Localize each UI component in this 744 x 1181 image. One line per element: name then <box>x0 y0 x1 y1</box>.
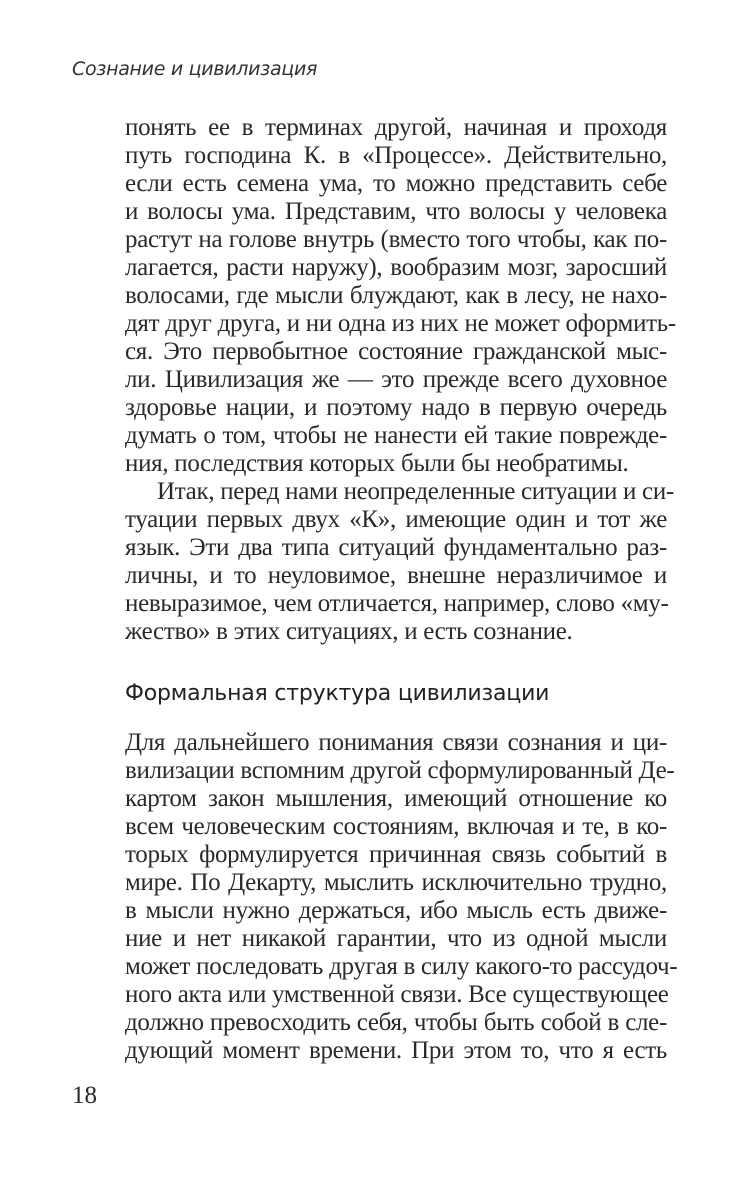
text-line: дующий момент времени. При этом то, что я есть <box>125 1037 667 1064</box>
text-line: торых формулируется причинная связь событий в <box>125 841 667 868</box>
text-line: думать о том, чтобы не нанести ей такие поврежде- <box>125 422 667 449</box>
text-line: волосами, где мысли блуждают, как в лесу, не нахо- <box>125 282 667 309</box>
text-line: понять ее в терминах другой, начиная и проходя <box>125 114 667 141</box>
text-line: ного акта или умственной связи. Все существующее <box>125 981 669 1008</box>
section-heading: Формальная структура цивилизации <box>125 681 550 706</box>
text-line: в мысли нужно держаться, ибо мысль есть движе- <box>125 897 667 924</box>
paragraph-1 <box>125 114 676 478</box>
running-head: Сознание и цивилизация <box>72 58 318 80</box>
text-line: и волосы ума. Представим, что волосы у человека <box>125 198 667 225</box>
text-line: дят друг друга, и ни одна из них не может оформить- <box>125 310 676 337</box>
text-line: Для дальнейшего понимания связи сознания и ци- <box>125 729 667 756</box>
text-line: путь господина К. в «Процессе». Действительно, <box>125 142 667 169</box>
text-line: мире. По Декарту, мыслить исключительно трудно, <box>125 869 667 896</box>
text-line: ли. Цивилизация же — это прежде всего духовное <box>125 366 667 393</box>
page-number: 18 <box>72 1082 97 1109</box>
text-line: если есть семена ума, то можно представить себе <box>125 170 667 197</box>
text-line: невыразимое, чем отличается, например, слово «му- <box>125 590 669 617</box>
text-line: ния, последствия которых были бы необратимы. <box>125 450 629 477</box>
paragraph-2 <box>125 478 674 646</box>
text-line: личны, и то неуловимое, внешне неразличимое и <box>125 562 667 589</box>
text-line: всем человеческим состояниям, включая и те, в ко- <box>125 813 667 840</box>
paragraph-3 <box>125 729 678 1065</box>
text-line: должно превосходить себя, чтобы быть собой в сле- <box>125 1009 667 1036</box>
text-line: Итак, перед нами неопределенные ситуации и си- <box>157 478 674 505</box>
text-line: вилизации вспомним другой сформулированный Де- <box>125 757 675 784</box>
text-line: растут на голове внутрь (вместо того чтобы, как по- <box>125 226 667 253</box>
text-line: ся. Это первобытное состояние гражданской мыс- <box>125 338 667 365</box>
text-line: жество» в этих ситуациях, и есть сознание. <box>125 618 573 645</box>
text-line: туации первых двух «К», имеющие один и тот же <box>125 506 667 533</box>
text-line: язык. Эти два типа ситуаций фундаментально раз- <box>125 534 667 561</box>
text-line: картом закон мышления, имеющий отношение ко <box>125 785 667 812</box>
text-line: лагается, расти наружу), вообразим мозг, заросший <box>125 254 667 281</box>
text-line: ние и нет никакой гарантии, что из одной мысли <box>125 925 667 952</box>
text-line: здоровье нации, и поэтому надо в первую очередь <box>125 394 667 421</box>
text-line: может последовать другая в силу какого-то рассудоч- <box>125 953 678 980</box>
